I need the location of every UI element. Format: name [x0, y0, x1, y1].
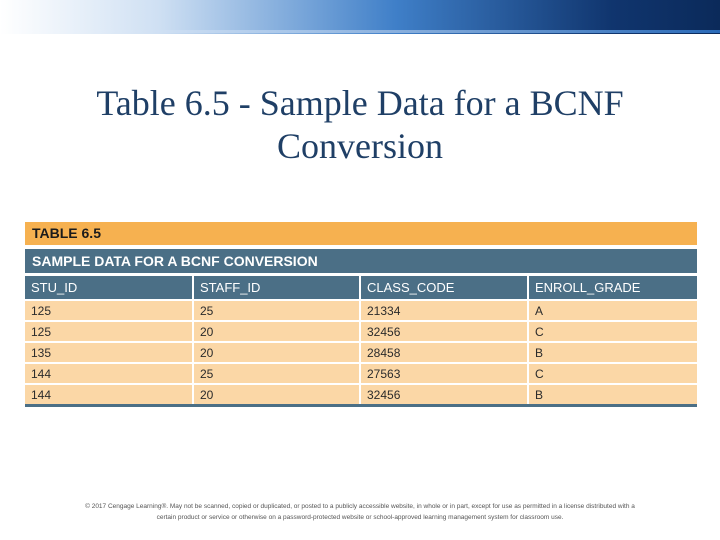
- cell-staff-id: 20: [193, 342, 360, 363]
- cell-stu-id: 144: [25, 363, 193, 384]
- cell-stu-id: 135: [25, 342, 193, 363]
- top-banner: [0, 0, 720, 34]
- cell-stu-id: 125: [25, 321, 193, 342]
- table-row: [25, 321, 697, 342]
- bcnf-data-table: [25, 222, 697, 407]
- cell-enroll-grade: A: [528, 300, 697, 321]
- cell-staff-id: 25: [193, 363, 360, 384]
- column-header-enroll-grade: ENROLL_GRADE: [528, 276, 697, 300]
- top-banner-accent: [0, 30, 720, 33]
- cell-class-code: 27563: [360, 363, 528, 384]
- copyright-footer: [40, 501, 680, 523]
- table-title: SAMPLE DATA FOR A BCNF CONVERSION: [25, 249, 697, 273]
- slide-title-line-1: Table 6.5 - Sample Data for a BCNF: [96, 83, 624, 123]
- cell-staff-id: 25: [193, 300, 360, 321]
- table-row: [25, 384, 697, 406]
- cell-stu-id: 125: [25, 300, 193, 321]
- cell-enroll-grade: C: [528, 321, 697, 342]
- table-row: [25, 363, 697, 384]
- cell-enroll-grade: C: [528, 363, 697, 384]
- slide-title: [40, 82, 680, 168]
- cell-class-code: 21334: [360, 300, 528, 321]
- cell-class-code: 32456: [360, 384, 528, 406]
- cell-staff-id: 20: [193, 321, 360, 342]
- table-number: TABLE 6.5: [25, 222, 697, 245]
- cell-enroll-grade: B: [528, 384, 697, 406]
- copyright-line-1: © 2017 Cengage Learning®. May not be scanned, copied or duplicated, or posted to a publicly accessible website, in whole or in part, except for use as permitted in a license distributed with a: [85, 503, 635, 510]
- table-row: [25, 300, 697, 321]
- column-header-stu-id: STU_ID: [25, 276, 193, 300]
- table-row: [25, 342, 697, 363]
- column-header-class-code: CLASS_CODE: [360, 276, 528, 300]
- cell-class-code: 32456: [360, 321, 528, 342]
- cell-enroll-grade: B: [528, 342, 697, 363]
- cell-class-code: 28458: [360, 342, 528, 363]
- slide-title-line-2: Conversion: [277, 126, 443, 166]
- cell-staff-id: 20: [193, 384, 360, 406]
- table-header-row: [25, 276, 697, 300]
- cell-stu-id: 144: [25, 384, 193, 406]
- table-grid: [25, 276, 697, 407]
- copyright-line-2: certain product or service or otherwise on a password-protected website or school-approved learning management system for classroom use.: [156, 514, 564, 521]
- column-header-staff-id: STAFF_ID: [193, 276, 360, 300]
